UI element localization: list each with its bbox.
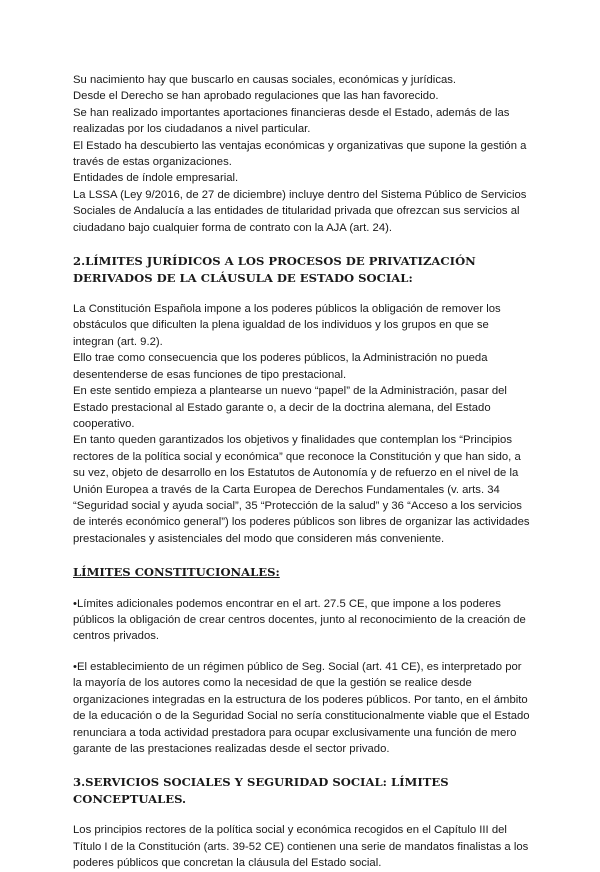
section-2-paragraph-1: La Constitución Española impone a los poderes públicos la obligación de remover los obstáculos que dificulten la plena igualdad de los individuos y los grupos en que se integran (art. 9.2).: [73, 303, 501, 348]
section-2-heading: 2.LÍMITES JURÍDICOS A LOS PROCESOS DE PRIVATIZACIÓN DERIVADOS DE LA CLÁUSULA DE ESTADO SOCIAL:: [73, 254, 476, 285]
intro-line-2: Desde el Derecho se han aprobado regulaciones que las han favorecido.: [73, 90, 439, 103]
section-2-paragraph-4: En tanto queden garantizados los objetivos y finalidades que contemplan los “Principios rectores de la política social y económica” que reconoce la Constitución y que han sido, a su vez, objeto de desarrollo en los Estatutos de Autonomía y de refuerzo en el nivel de la Unión Europea a través de la Carta Europea de Derechos Fundamentales (v. arts. 34 “Seguridad social y ayuda social”, 35 “Protección de la salud” y 36 “Acceso a los servicios de interés económico general”) los poderes públicos son libres de organizar las actividades prestacionales y asistenciales del modo que consideren más conveniente.: [73, 434, 530, 545]
intro-line-3: Se han realizado importantes aportaciones financieras desde el Estado, además de las realizadas por los ciudadanos a nivel particular.: [73, 106, 510, 136]
intro-line-1: Su nacimiento hay que buscarlo en causas sociales, económicas y jurídicas.: [73, 74, 457, 86]
bullet-art-41: •El establecimiento de un régimen público de Seg. Social (art. 41 CE), es interpretado por la mayoría de los autores como la necesidad de que la gestión se realice desde organizaciones integradas en la estructura de los poderes públicos. Por tanto, en el ámbito de la educación o de la Seguridad Social no sería constitucionalmente viable que el Estado renunciara a toda actividad prestadora para ocupar exclusivamente una función de mero garante de las prestaciones realizadas desde el sector privado.: [73, 660, 530, 755]
section-2-paragraph-3: En este sentido empieza a plantearse un nuevo “papel” de la Administración, pasar del Estado prestacional al Estado garante o, a decir de la doctrina alemana, del Estado cooperativo.: [73, 385, 507, 430]
section-2-paragraph-2: Ello trae como consecuencia que los poderes públicos, la Administración no pueda desentenderse de esas funciones de tipo prestacional.: [73, 352, 488, 381]
limites-constitucionales-heading: LÍMITES CONSTITUCIONALES:: [73, 565, 280, 580]
intro-line-6: La LSSA (Ley 9/2016, de 27 de diciembre) incluye dentro del Sistema Público de Servicios Sociales de Andalucía a las entidades de titularidad privada que ofrezcan sus servicios al ciudadano bajo cualquier forma de contrato con la AJA (art. 24).: [73, 188, 527, 234]
section-3-paragraph: Los principios rectores de la política social y económica recogidos en el Capítulo III del Título I de la Constitución (arts. 39-52 CE) contienen una serie de mandatos finalistas a los poderes públicos que concretan la cláusula del Estado social.: [73, 824, 529, 870]
section-3-heading: 3.SERVICIOS SOCIALES Y SEGURIDAD SOCIAL: LÍMITES CONCEPTUALES.: [73, 775, 449, 806]
intro-line-4: El Estado ha descubierto las ventajas económicas y organizativas que supone la gestión a través de estas organizaciones.: [73, 139, 527, 169]
bullet-art-27: •Límites adicionales podemos encontrar en el art. 27.5 CE, que impone a los poderes públicos la obligación de crear centros docentes, junto al reconocimiento de la creación de centros privados.: [73, 597, 526, 643]
intro-line-5: Entidades de índole empresarial.: [73, 172, 239, 185]
